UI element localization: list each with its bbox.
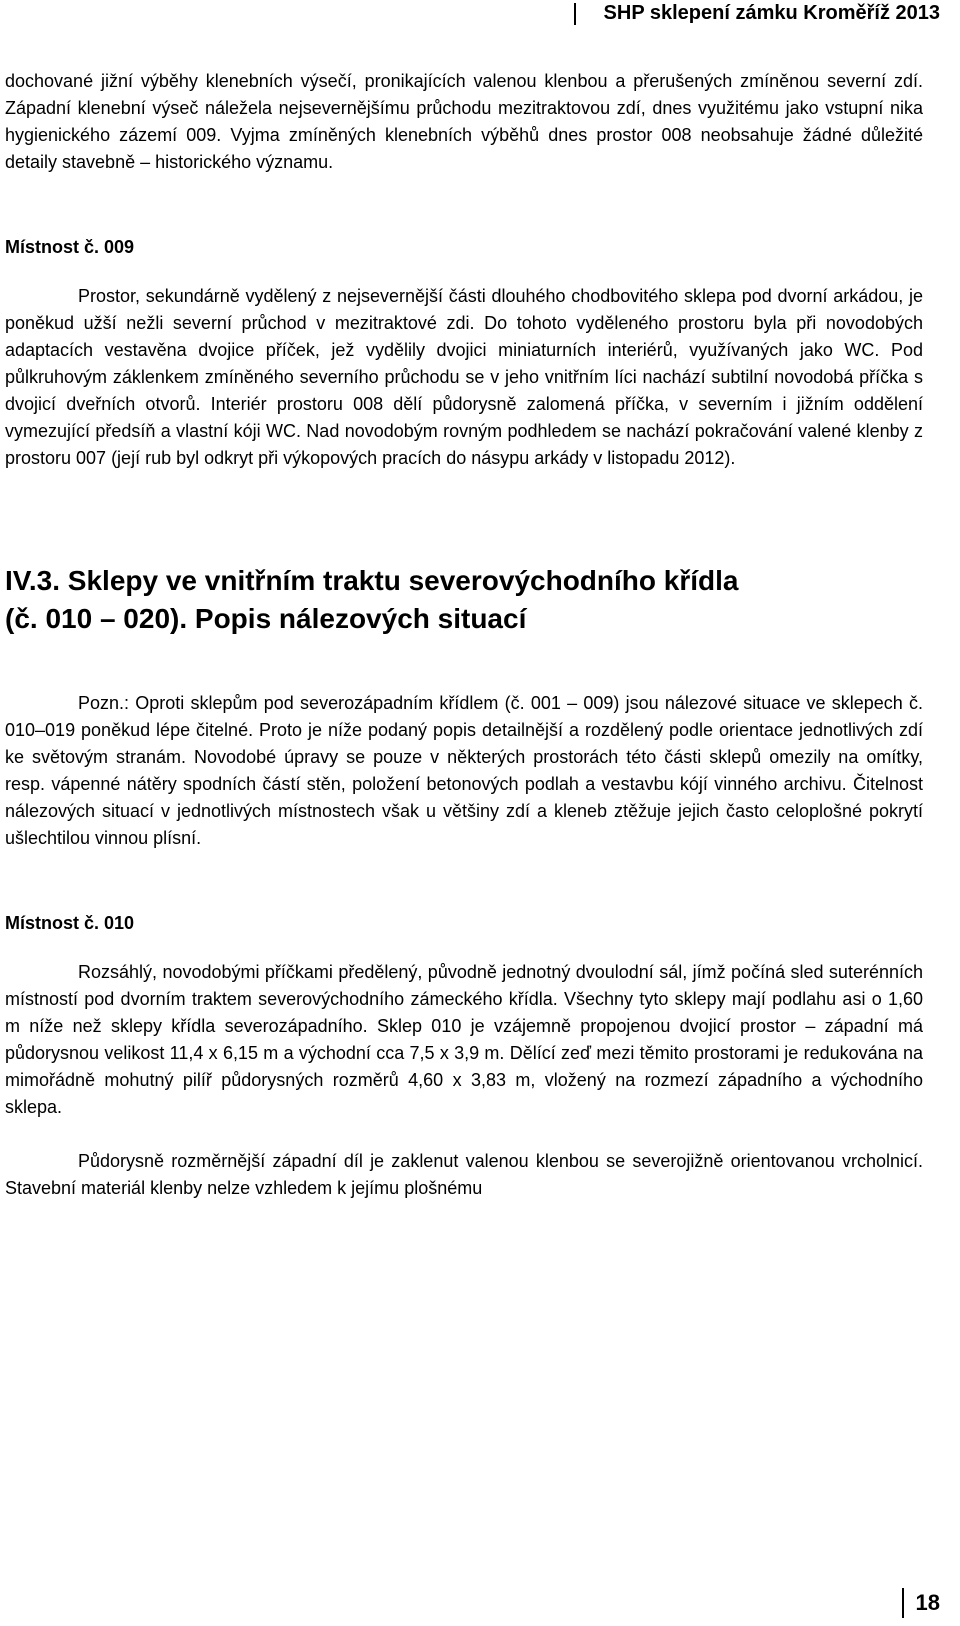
page-number: 18 — [915, 1590, 940, 1615]
room-heading-010: Místnost č. 010 — [5, 913, 135, 933]
page-footer — [902, 1588, 940, 1618]
paragraph-room-009: Prostor, sekundárně vydělený z nejsevernější části dlouhého chodbovitého sklepa pod dvorní arkádou, je poněkud užší nežli severní průchod v mezitraktové zdi. Do tohoto vyděleného prostoru byla při novodobých adaptacích vestavěna dvojice příček, jež vydělily dvojici miniaturních interiérů, využívaných jako WC. Pod půlkruhovým záklenkem zmíněného severního průchodu se v jeho vnitřním líci nachází subtilní novodobá příčka s dvojicí dveřních otvorů. Interiér prostoru 008 dělí půdorysně zalomená příčka, v severním i jižním oddělení vymezující předsíň a vlastní kóji WC. Nad novodobým rovným podhledem se nachází pokračování valené klenby z prostoru 007 (její rub byl odkryt při výkopových pracích do násypu arkády v listopadu 2012). — [5, 286, 923, 468]
paragraph-note: Pozn.: Oproti sklepům pod severozápadním křídlem (č. 001 – 009) jsou nálezové situace ve sklepech č. 010–019 poněkud lépe čitelné. Proto je níže podaný popis detailnější a rozdělený podle orientace jednotlivých zdí ke světovým stranám. Novodobé úpravy se pouze v některých prostorách této části sklepů omezily na omítky, resp. vápenné nátěry spodních částí stěn, položení betonových podlah a vestavbu kójí vinného archivu. Čitelnost nálezových situací v jednotlivých místnostech však u většiny zdí a kleneb ztěžuje jejich často celoplošné pokrytí ušlechtilou vinnou plísní. — [5, 693, 923, 848]
room-heading-009: Místnost č. 009 — [5, 237, 135, 257]
spacer — [5, 852, 923, 910]
header-divider — [574, 3, 576, 25]
spacer — [5, 937, 923, 959]
spacer — [5, 638, 923, 690]
document-body — [5, 68, 923, 1202]
section-heading-line-2: (č. 010 – 020). Popis nálezových situací — [5, 603, 527, 634]
spacer — [5, 176, 923, 234]
paragraph-room-010-vault: Půdorysně rozměrnější západní díl je zaklenut valenou klenbou se severojižně orientovanou vrcholnicí. Stavební materiál klenby nelze vzhledem k jejímu plošnému — [5, 1151, 923, 1198]
spacer — [5, 472, 923, 562]
spacer — [5, 261, 923, 283]
page-header — [574, 2, 940, 25]
section-heading-line-1: IV.3. Sklepy ve vnitřním traktu severovýchodního křídla — [5, 565, 739, 596]
paragraph-room-010: Rozsáhlý, novodobými příčkami předělený, původně jednotný dvoulodní sál, jímž počíná sled suterénních místností pod dvorním traktem severovýchodního zámeckého křídla. Všechny tyto sklepy mají podlahu asi o 1,60 m níže než sklepy křídla severozápadního. Sklep 010 je vzájemně propojenou dvojicí prostor – západní má půdorysnou velikost 11,4 x 6,15 m a východní cca 7,5 x 3,9 m. Dělící zeď mezi těmito prostorami je redukována na mimořádně mohutný pilíř půdorysných rozměrů 4,60 x 3,83 m, vložený na rozmezí západního a východního sklepa. — [5, 962, 923, 1117]
footer-divider — [902, 1588, 904, 1618]
section-heading — [5, 562, 923, 638]
paragraph-room-008-continuation: dochované jižní výběhy klenebních výsečí, pronikajících valenou klenbou a přerušených zmíněnou severní zdí. Západní klenební výseč náležela nejsevernějšímu průchodu mezitraktovou zdí, dnes využitému jako vstupní nika hygienického zázemí 009. Vyjma zmíněných klenebních výběhů dnes prostor 008 neobsahuje žádné důležité detaily stavebně – historického významu. — [5, 71, 923, 172]
spacer — [5, 1121, 923, 1148]
header-title: SHP sklepení zámku Kroměříž 2013 — [603, 2, 940, 24]
